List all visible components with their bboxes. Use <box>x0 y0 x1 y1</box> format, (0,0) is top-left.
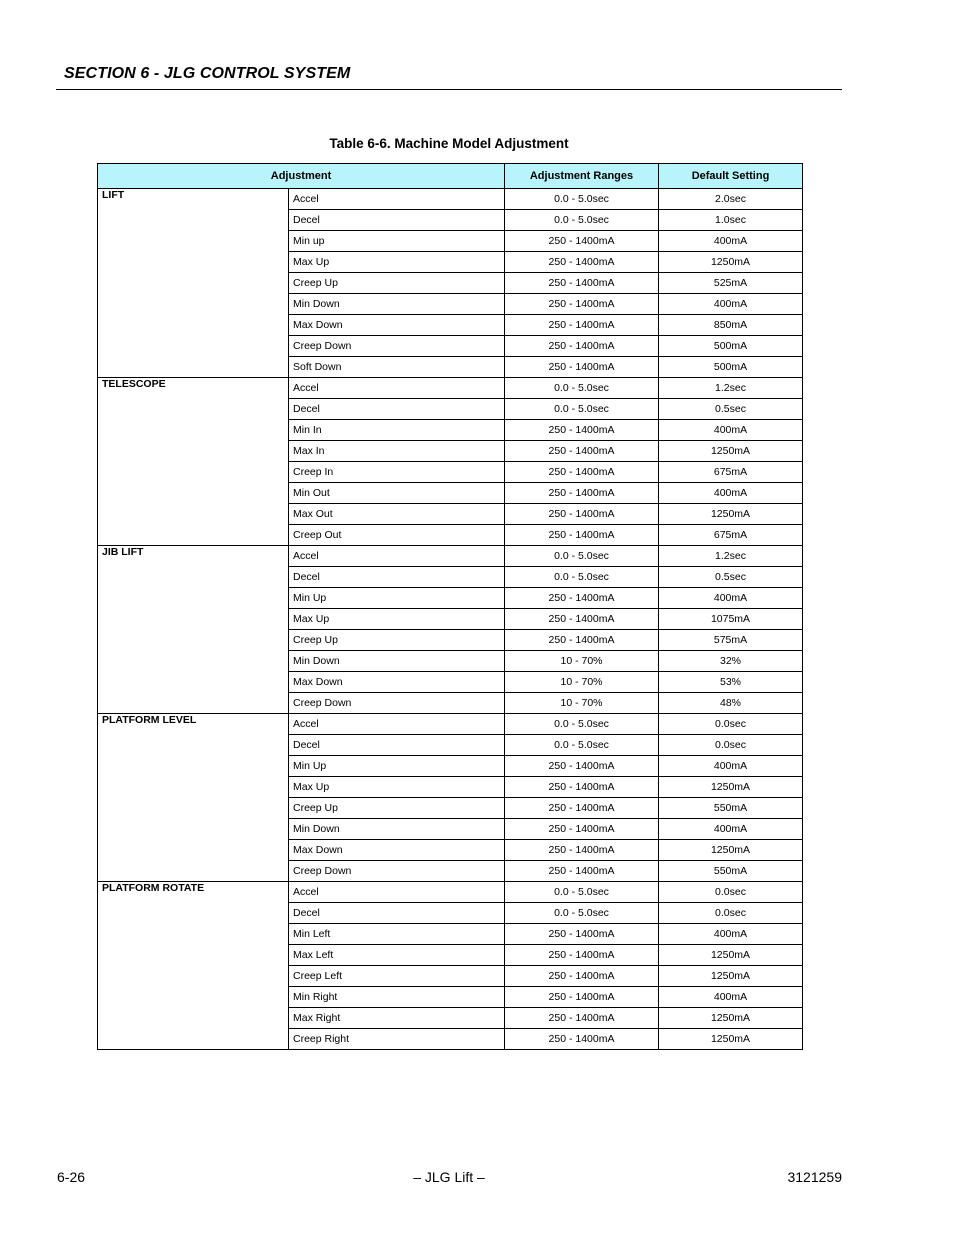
parameter-cell: Decel <box>289 399 505 420</box>
default-cell: 525mA <box>659 273 803 294</box>
range-cell: 250 - 1400mA <box>505 924 659 945</box>
range-cell: 250 - 1400mA <box>505 357 659 378</box>
range-cell: 10 - 70% <box>505 672 659 693</box>
default-cell: 1250mA <box>659 1029 803 1050</box>
parameter-cell: Accel <box>289 189 505 210</box>
default-cell: 1.0sec <box>659 210 803 231</box>
header-divider <box>56 89 842 90</box>
group-label: PLATFORM ROTATE <box>98 882 289 1050</box>
table-body <box>98 189 803 1050</box>
range-cell: 0.0 - 5.0sec <box>505 882 659 903</box>
parameter-cell: Max Up <box>289 609 505 630</box>
group-label: JIB LIFT <box>98 546 289 714</box>
default-cell: 400mA <box>659 819 803 840</box>
default-cell: 575mA <box>659 630 803 651</box>
range-cell: 250 - 1400mA <box>505 987 659 1008</box>
parameter-cell: Max Up <box>289 252 505 273</box>
machine-model-adjustment-table <box>97 163 803 1050</box>
default-cell: 0.5sec <box>659 567 803 588</box>
range-cell: 250 - 1400mA <box>505 315 659 336</box>
default-cell: 1250mA <box>659 441 803 462</box>
range-cell: 0.0 - 5.0sec <box>505 735 659 756</box>
default-cell: 2.0sec <box>659 189 803 210</box>
range-cell: 0.0 - 5.0sec <box>505 546 659 567</box>
footer-title: – JLG Lift – <box>413 1169 485 1185</box>
parameter-cell: Creep Down <box>289 336 505 357</box>
range-cell: 250 - 1400mA <box>505 819 659 840</box>
parameter-cell: Max Left <box>289 945 505 966</box>
default-cell: 0.0sec <box>659 735 803 756</box>
parameter-cell: Min Down <box>289 651 505 672</box>
range-cell: 250 - 1400mA <box>505 483 659 504</box>
parameter-cell: Min Up <box>289 588 505 609</box>
default-cell: 675mA <box>659 462 803 483</box>
default-cell: 400mA <box>659 924 803 945</box>
range-cell: 250 - 1400mA <box>505 294 659 315</box>
default-cell: 1250mA <box>659 966 803 987</box>
table-row <box>98 882 803 903</box>
range-cell: 10 - 70% <box>505 651 659 672</box>
parameter-cell: Accel <box>289 378 505 399</box>
default-cell: 550mA <box>659 798 803 819</box>
parameter-cell: Max Down <box>289 672 505 693</box>
range-cell: 0.0 - 5.0sec <box>505 714 659 735</box>
default-cell: 500mA <box>659 336 803 357</box>
default-cell: 0.0sec <box>659 882 803 903</box>
range-cell: 250 - 1400mA <box>505 966 659 987</box>
parameter-cell: Max Out <box>289 504 505 525</box>
default-cell: 1250mA <box>659 777 803 798</box>
default-cell: 400mA <box>659 756 803 777</box>
range-cell: 250 - 1400mA <box>505 609 659 630</box>
parameter-cell: Min Down <box>289 819 505 840</box>
range-cell: 250 - 1400mA <box>505 504 659 525</box>
column-header-default-setting: Default Setting <box>659 164 803 189</box>
default-cell: 1.2sec <box>659 378 803 399</box>
parameter-cell: Creep Down <box>289 861 505 882</box>
group-label: PLATFORM LEVEL <box>98 714 289 882</box>
default-cell: 0.0sec <box>659 903 803 924</box>
range-cell: 0.0 - 5.0sec <box>505 399 659 420</box>
default-cell: 32% <box>659 651 803 672</box>
parameter-cell: Accel <box>289 714 505 735</box>
range-cell: 250 - 1400mA <box>505 462 659 483</box>
table-row <box>98 189 803 210</box>
parameter-cell: Max Down <box>289 315 505 336</box>
default-cell: 400mA <box>659 588 803 609</box>
range-cell: 250 - 1400mA <box>505 525 659 546</box>
parameter-cell: Creep Up <box>289 798 505 819</box>
parameter-cell: Accel <box>289 546 505 567</box>
parameter-cell: Accel <box>289 882 505 903</box>
default-cell: 1250mA <box>659 252 803 273</box>
default-cell: 400mA <box>659 231 803 252</box>
range-cell: 250 - 1400mA <box>505 945 659 966</box>
parameter-cell: Min Down <box>289 294 505 315</box>
range-cell: 0.0 - 5.0sec <box>505 210 659 231</box>
column-header-adjustment: Adjustment <box>98 164 505 189</box>
parameter-cell: Min In <box>289 420 505 441</box>
range-cell: 250 - 1400mA <box>505 1008 659 1029</box>
default-cell: 400mA <box>659 420 803 441</box>
table-row <box>98 546 803 567</box>
range-cell: 0.0 - 5.0sec <box>505 903 659 924</box>
parameter-cell: Decel <box>289 735 505 756</box>
default-cell: 1250mA <box>659 1008 803 1029</box>
section-title: SECTION 6 - JLG CONTROL SYSTEM <box>64 65 351 82</box>
group-label: TELESCOPE <box>98 378 289 546</box>
parameter-cell: Min up <box>289 231 505 252</box>
parameter-cell: Min Out <box>289 483 505 504</box>
range-cell: 250 - 1400mA <box>505 252 659 273</box>
parameter-cell: Min Up <box>289 756 505 777</box>
range-cell: 250 - 1400mA <box>505 231 659 252</box>
default-cell: 400mA <box>659 987 803 1008</box>
table-header-row <box>98 164 803 189</box>
table-caption: Table 6-6. Machine Model Adjustment <box>329 136 569 151</box>
range-cell: 0.0 - 5.0sec <box>505 567 659 588</box>
parameter-cell: Creep Up <box>289 630 505 651</box>
parameter-cell: Max Up <box>289 777 505 798</box>
default-cell: 1250mA <box>659 840 803 861</box>
range-cell: 250 - 1400mA <box>505 273 659 294</box>
parameter-cell: Decel <box>289 567 505 588</box>
parameter-cell: Creep Down <box>289 693 505 714</box>
default-cell: 48% <box>659 693 803 714</box>
page-number: 6-26 <box>57 1169 86 1185</box>
range-cell: 250 - 1400mA <box>505 420 659 441</box>
parameter-cell: Min Right <box>289 987 505 1008</box>
default-cell: 675mA <box>659 525 803 546</box>
default-cell: 400mA <box>659 483 803 504</box>
parameter-cell: Creep Out <box>289 525 505 546</box>
default-cell: 1250mA <box>659 504 803 525</box>
parameter-cell: Min Left <box>289 924 505 945</box>
table-row <box>98 714 803 735</box>
column-header-adjustment-ranges: Adjustment Ranges <box>505 164 659 189</box>
parameter-cell: Creep Left <box>289 966 505 987</box>
default-cell: 500mA <box>659 357 803 378</box>
range-cell: 0.0 - 5.0sec <box>505 189 659 210</box>
range-cell: 0.0 - 5.0sec <box>505 378 659 399</box>
range-cell: 250 - 1400mA <box>505 336 659 357</box>
default-cell: 1075mA <box>659 609 803 630</box>
default-cell: 1.2sec <box>659 546 803 567</box>
parameter-cell: Decel <box>289 903 505 924</box>
table-row <box>98 378 803 399</box>
range-cell: 250 - 1400mA <box>505 777 659 798</box>
default-cell: 53% <box>659 672 803 693</box>
range-cell: 250 - 1400mA <box>505 861 659 882</box>
default-cell: 400mA <box>659 294 803 315</box>
parameter-cell: Soft Down <box>289 357 505 378</box>
default-cell: 550mA <box>659 861 803 882</box>
parameter-cell: Creep Up <box>289 273 505 294</box>
range-cell: 250 - 1400mA <box>505 840 659 861</box>
group-label: LIFT <box>98 189 289 378</box>
range-cell: 250 - 1400mA <box>505 1029 659 1050</box>
range-cell: 250 - 1400mA <box>505 441 659 462</box>
default-cell: 0.0sec <box>659 714 803 735</box>
parameter-cell: Creep In <box>289 462 505 483</box>
range-cell: 250 - 1400mA <box>505 756 659 777</box>
default-cell: 1250mA <box>659 945 803 966</box>
range-cell: 250 - 1400mA <box>505 798 659 819</box>
range-cell: 250 - 1400mA <box>505 588 659 609</box>
parameter-cell: Decel <box>289 210 505 231</box>
parameter-cell: Max Down <box>289 840 505 861</box>
default-cell: 0.5sec <box>659 399 803 420</box>
parameter-cell: Creep Right <box>289 1029 505 1050</box>
parameter-cell: Max Right <box>289 1008 505 1029</box>
document-number: 3121259 <box>787 1169 842 1185</box>
default-cell: 850mA <box>659 315 803 336</box>
range-cell: 10 - 70% <box>505 693 659 714</box>
parameter-cell: Max In <box>289 441 505 462</box>
range-cell: 250 - 1400mA <box>505 630 659 651</box>
